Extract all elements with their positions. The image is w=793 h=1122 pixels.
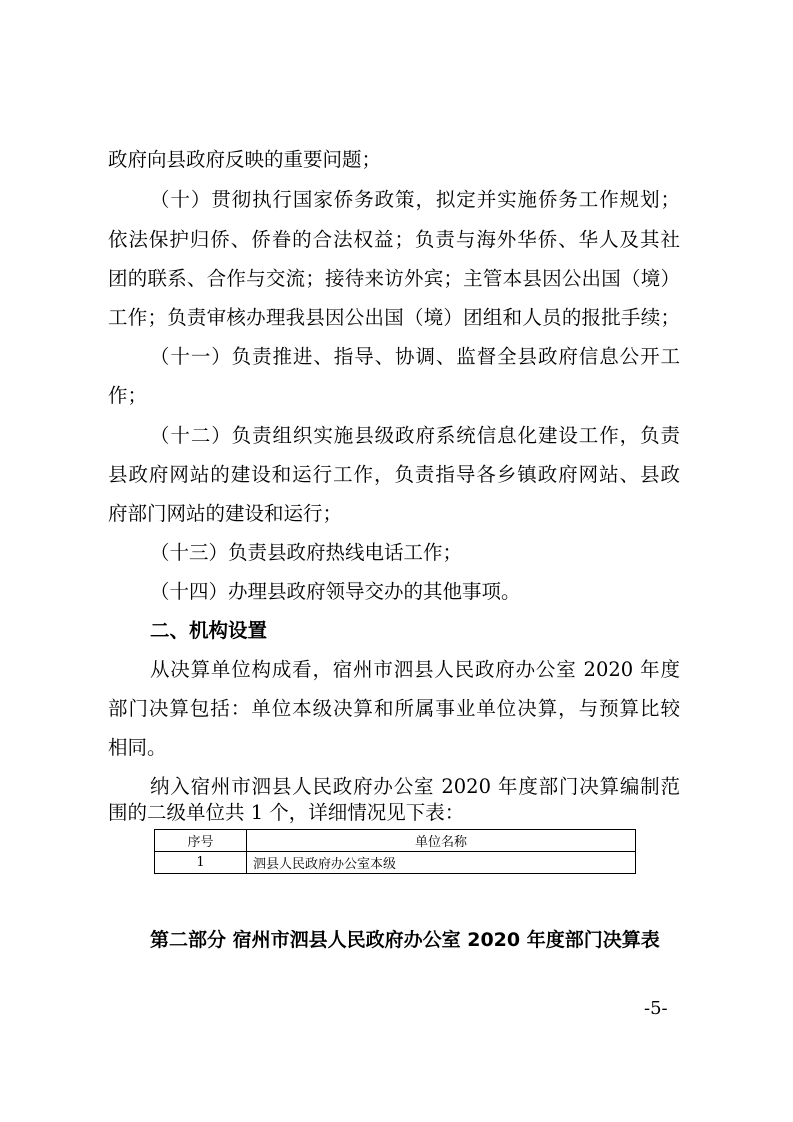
- table-cell-unit-name: 泗县人民政府办公室本级: [247, 852, 636, 874]
- units-table: [154, 829, 636, 874]
- paragraph-line: 相同。: [108, 736, 167, 759]
- paragraph-line: （十四）办理县政府领导交办的其他事项。: [150, 580, 521, 603]
- paragraph-line: 纳入宿州市泗县人民政府办公室 2020 年度部门决算编制范: [150, 775, 680, 798]
- paragraph-line: 工作；负责审核办理我县因公出国（境）团组和人员的报批手续；: [108, 306, 680, 329]
- paragraph-line: （十三）负责县政府热线电话工作；: [150, 541, 463, 564]
- table-row: [155, 852, 636, 874]
- paragraph-line: 府部门网站的建设和运行；: [108, 502, 343, 525]
- table-header-row: [155, 830, 636, 852]
- paragraph-line: （十一）负责推进、指导、协调、监督全县政府信息公开工: [150, 345, 680, 368]
- paragraph-line: 从决算单位构成看，宿州市泗县人民政府办公室 2020 年度: [150, 658, 680, 681]
- column-header-unit-name: 单位名称: [247, 830, 636, 852]
- table-cell-index: 1: [155, 852, 247, 874]
- paragraph-line: 围的二级单位共 1 个，详细情况见下表：: [108, 801, 465, 824]
- paragraph-line: 作；: [108, 384, 148, 407]
- part-heading: 第二部分 宿州市泗县人民政府办公室 2020 年度部门决算表: [150, 929, 660, 951]
- paragraph-line: （十二）负责组织实施县级政府系统信息化建设工作，负责: [150, 424, 680, 447]
- page-number: -5-: [644, 998, 668, 1019]
- paragraph-line: 团的联系、合作与交流；接待来访外宾；主管本县因公出国（境）: [108, 267, 680, 290]
- paragraph-line: 部门决算包括：单位本级决算和所属事业单位决算，与预算比较: [108, 697, 680, 720]
- paragraph-line: 政府向县政府反映的重要问题；: [108, 148, 382, 171]
- paragraph-line: 依法保护归侨、侨眷的合法权益；负责与海外华侨、华人及其社: [108, 228, 680, 251]
- column-header-index: 序号: [155, 830, 247, 852]
- section-heading: 二、机构设置: [150, 619, 268, 642]
- paragraph-line: 县政府网站的建设和运行工作，负责指导各乡镇政府网站、县政: [108, 463, 680, 486]
- paragraph-line: （十）贯彻执行国家侨务政策，拟定并实施侨务工作规划；: [150, 188, 680, 211]
